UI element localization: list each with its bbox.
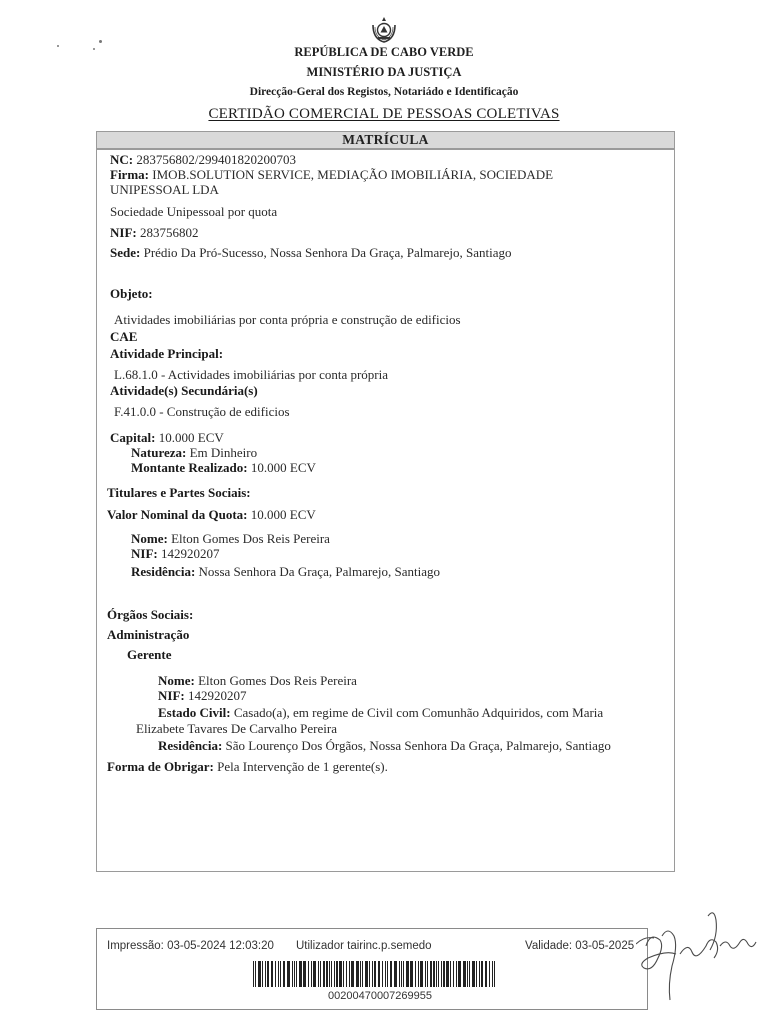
barcode-bar <box>403 961 404 987</box>
barcode-icon <box>253 961 498 987</box>
barcode-bar <box>331 961 332 987</box>
barcode-bar <box>292 961 293 987</box>
barcode-bar <box>336 961 338 987</box>
barcode-bar <box>351 961 354 987</box>
barcode-bar <box>372 961 373 987</box>
gerente-residencia-value: São Lourenço Dos Órgãos, Nossa Senhora Da Graça, Palmarejo, Santiago <box>225 738 611 753</box>
gerente-residencia-row <box>158 738 611 753</box>
quota-value: 10.000 ECV <box>250 507 316 522</box>
barcode-bar <box>415 961 416 987</box>
natureza-value: Em Dinheiro <box>189 445 258 460</box>
barcode-bar <box>360 961 361 987</box>
barcode-bar <box>385 961 386 987</box>
gerente-nif-row <box>158 688 246 703</box>
gerente-residencia-label: Residência: <box>158 738 223 753</box>
barcode-bar <box>253 961 254 987</box>
barcode-bar <box>294 961 295 987</box>
section-header-matricula: MATRÍCULA <box>96 131 675 149</box>
barcode-bar <box>339 961 342 987</box>
barcode-bar <box>296 961 297 987</box>
nif-label: NIF: <box>110 225 137 240</box>
directorate-heading: Direcção-Geral dos Registos, Notariádo e Identificação <box>249 86 519 98</box>
firma-label: Firma: <box>110 167 149 182</box>
barcode-bar <box>446 961 449 987</box>
barcode-bar <box>382 961 383 987</box>
barcode-bar <box>401 961 402 987</box>
barcode-bar <box>374 961 376 987</box>
document-title: CERTIDÃO COMERCIAL DE PESSOAS COLETIVAS <box>208 106 560 122</box>
capital-label: Capital: <box>110 430 156 445</box>
barcode-bar <box>280 961 281 987</box>
barcode-bar <box>485 961 487 987</box>
barcode-bar <box>365 961 368 987</box>
estado-civil-value-line2: Elizabete Tavares De Carvalho Pereira <box>136 721 337 736</box>
forma-obrigar-value: Pela Intervenção de 1 gerente(s). <box>217 759 388 774</box>
barcode-bar <box>356 961 359 987</box>
nif-value: 283756802 <box>139 225 199 240</box>
gerente-nome-row <box>158 673 357 688</box>
barcode-bar <box>469 961 470 987</box>
firma-value-line2: UNIPESSOAL LDA <box>110 182 219 197</box>
titular-nif-label: NIF: <box>131 546 158 561</box>
firma-value-line1: IMOB.SOLUTION SERVICE, MEDIAÇÃO IMOBILIÁRIA, SOCIEDADE <box>152 167 554 182</box>
barcode-bar <box>441 961 442 987</box>
montante-row <box>131 460 316 475</box>
estado-civil-label: Estado Civil: <box>158 705 231 720</box>
titular-residencia-row <box>131 564 440 579</box>
barcode-bar <box>458 961 461 987</box>
barcode-bar <box>443 961 445 987</box>
barcode-bar <box>326 961 328 987</box>
capital-value: 10.000 ECV <box>158 430 224 445</box>
company-type: Sociedade Unipessoal por quota <box>110 204 278 219</box>
objeto-value: Atividades imobiliárias por conta própria e construção de edificios <box>114 312 461 327</box>
montante-label: Montante Realizado: <box>131 460 248 475</box>
atividade-principal-value: L.68.1.0 - Actividades imobiliárias por conta própria <box>114 367 389 382</box>
barcode-bar <box>418 961 419 987</box>
titular-nif-value: 142920207 <box>160 546 220 561</box>
barcode-bar <box>283 961 285 987</box>
barcode-bar <box>436 961 437 987</box>
barcode-bar <box>258 961 261 987</box>
barcode-bar <box>362 961 363 987</box>
nc-value: 283756802/299401820200703 <box>136 152 296 167</box>
impressao-text: Impressão: 03-05-2024 12:03:20 <box>107 940 274 952</box>
barcode-bar <box>463 961 466 987</box>
gerente-label: Gerente <box>127 647 172 662</box>
barcode-bar <box>346 961 347 987</box>
barcode-bar <box>323 961 325 987</box>
barcode-bar <box>494 961 495 987</box>
titular-residencia-label: Residência: <box>131 564 196 579</box>
sede-row <box>110 245 511 260</box>
gerente-nome-label: Nome: <box>158 673 195 688</box>
barcode-bar <box>318 961 319 987</box>
nif-row <box>110 225 198 240</box>
barcode-bar <box>265 961 266 987</box>
forma-obrigar-row <box>107 759 388 774</box>
barcode-bar <box>313 961 316 987</box>
barcode-bar <box>479 961 480 987</box>
atividade-principal-label: Atividade Principal: <box>110 346 224 361</box>
barcode-bar <box>267 961 269 987</box>
barcode-bar <box>481 961 483 987</box>
ministry-heading: MINISTÉRIO DA JUSTIÇA <box>306 65 462 79</box>
capital-row <box>110 430 224 445</box>
barcode-bar <box>406 961 409 987</box>
nc-label: NC: <box>110 152 134 167</box>
barcode-bar <box>387 961 388 987</box>
barcode-bar <box>467 961 468 987</box>
barcode-bar <box>472 961 475 987</box>
orgaos-sociais-label: Órgãos Sociais: <box>107 607 194 622</box>
barcode-bar <box>334 961 335 987</box>
objeto-label: Objeto: <box>110 286 153 301</box>
quota-row <box>107 507 316 522</box>
titular-residencia-value: Nossa Senhora Da Graça, Palmarejo, Santiago <box>198 564 441 579</box>
firma-row <box>110 167 553 182</box>
barcode-bar <box>299 961 302 987</box>
forma-obrigar-label: Forma de Obrigar: <box>107 759 214 774</box>
scan-speck <box>99 40 102 43</box>
country-heading: REPÚBLICA DE CABO VERDE <box>294 45 474 59</box>
cae-label: CAE <box>110 329 138 344</box>
nc-row <box>110 152 296 167</box>
natureza-label: Natureza: <box>131 445 187 460</box>
barcode-number: 00200470007269955 <box>328 990 433 1002</box>
natureza-row <box>131 445 257 460</box>
barcode-bar <box>492 961 493 987</box>
barcode-bar <box>271 961 273 987</box>
quota-label: Valor Nominal da Quota: <box>107 507 248 522</box>
signature-icon <box>636 906 758 1006</box>
barcode-bar <box>255 961 256 987</box>
barcode-bar <box>262 961 263 987</box>
sede-value: Prédio Da Pró-Sucesso, Nossa Senhora Da Graça, Palmarejo, Santiago <box>143 245 512 260</box>
barcode-bar <box>275 961 276 987</box>
barcode-bar <box>450 961 451 987</box>
atividade-secundaria-label: Atividade(s) Secundária(s) <box>110 383 258 398</box>
barcode-bar <box>433 961 435 987</box>
titular-nome-value: Elton Gomes Dos Reis Pereira <box>171 531 330 546</box>
barcode-bar <box>369 961 370 987</box>
barcode-bar <box>329 961 330 987</box>
barcode-bar <box>420 961 423 987</box>
barcode-bar <box>320 961 321 987</box>
gerente-nif-label: NIF: <box>158 688 185 703</box>
estado-civil-row <box>158 705 603 720</box>
barcode-bar <box>278 961 279 987</box>
barcode-bar <box>378 961 380 987</box>
estado-civil-value-line1: Casado(a), em regime de Civil com Comunhão Adquiridos, com Maria <box>233 705 604 720</box>
barcode-bar <box>430 961 432 987</box>
montante-value: 10.000 ECV <box>250 460 316 475</box>
barcode-bar <box>394 961 397 987</box>
titulares-label: Titulares e Partes Sociais: <box>107 485 251 500</box>
barcode-bar <box>399 961 400 987</box>
barcode-bar <box>489 961 490 987</box>
barcode-bar <box>427 961 428 987</box>
barcode-bar <box>311 961 312 987</box>
barcode-bar <box>390 961 392 987</box>
barcode-bar <box>425 961 426 987</box>
atividade-secundaria-value: F.41.0.0 - Construção de edificios <box>114 404 290 419</box>
titular-nif-row <box>131 546 219 561</box>
gerente-nome-value: Elton Gomes Dos Reis Pereira <box>198 673 357 688</box>
barcode-bar <box>410 961 413 987</box>
coat-of-arms-icon <box>369 15 399 45</box>
titular-nome-label: Nome: <box>131 531 168 546</box>
gerente-nif-value: 142920207 <box>187 688 247 703</box>
barcode-bar <box>453 961 454 987</box>
administracao-label: Administração <box>107 627 190 642</box>
sede-label: Sede: <box>110 245 141 260</box>
barcode-bar <box>303 961 306 987</box>
utilizador-text: Utilizador tairinc.p.semedo <box>296 940 432 952</box>
titular-nome-row <box>131 531 330 546</box>
validade-text: Validade: 03-05-2025 <box>525 940 635 952</box>
barcode-bar <box>287 961 290 987</box>
barcode-bar <box>476 961 477 987</box>
barcode-bar <box>456 961 457 987</box>
barcode-bar <box>349 961 350 987</box>
barcode-bar <box>308 961 309 987</box>
barcode-bar <box>438 961 439 987</box>
barcode-bar <box>343 961 344 987</box>
